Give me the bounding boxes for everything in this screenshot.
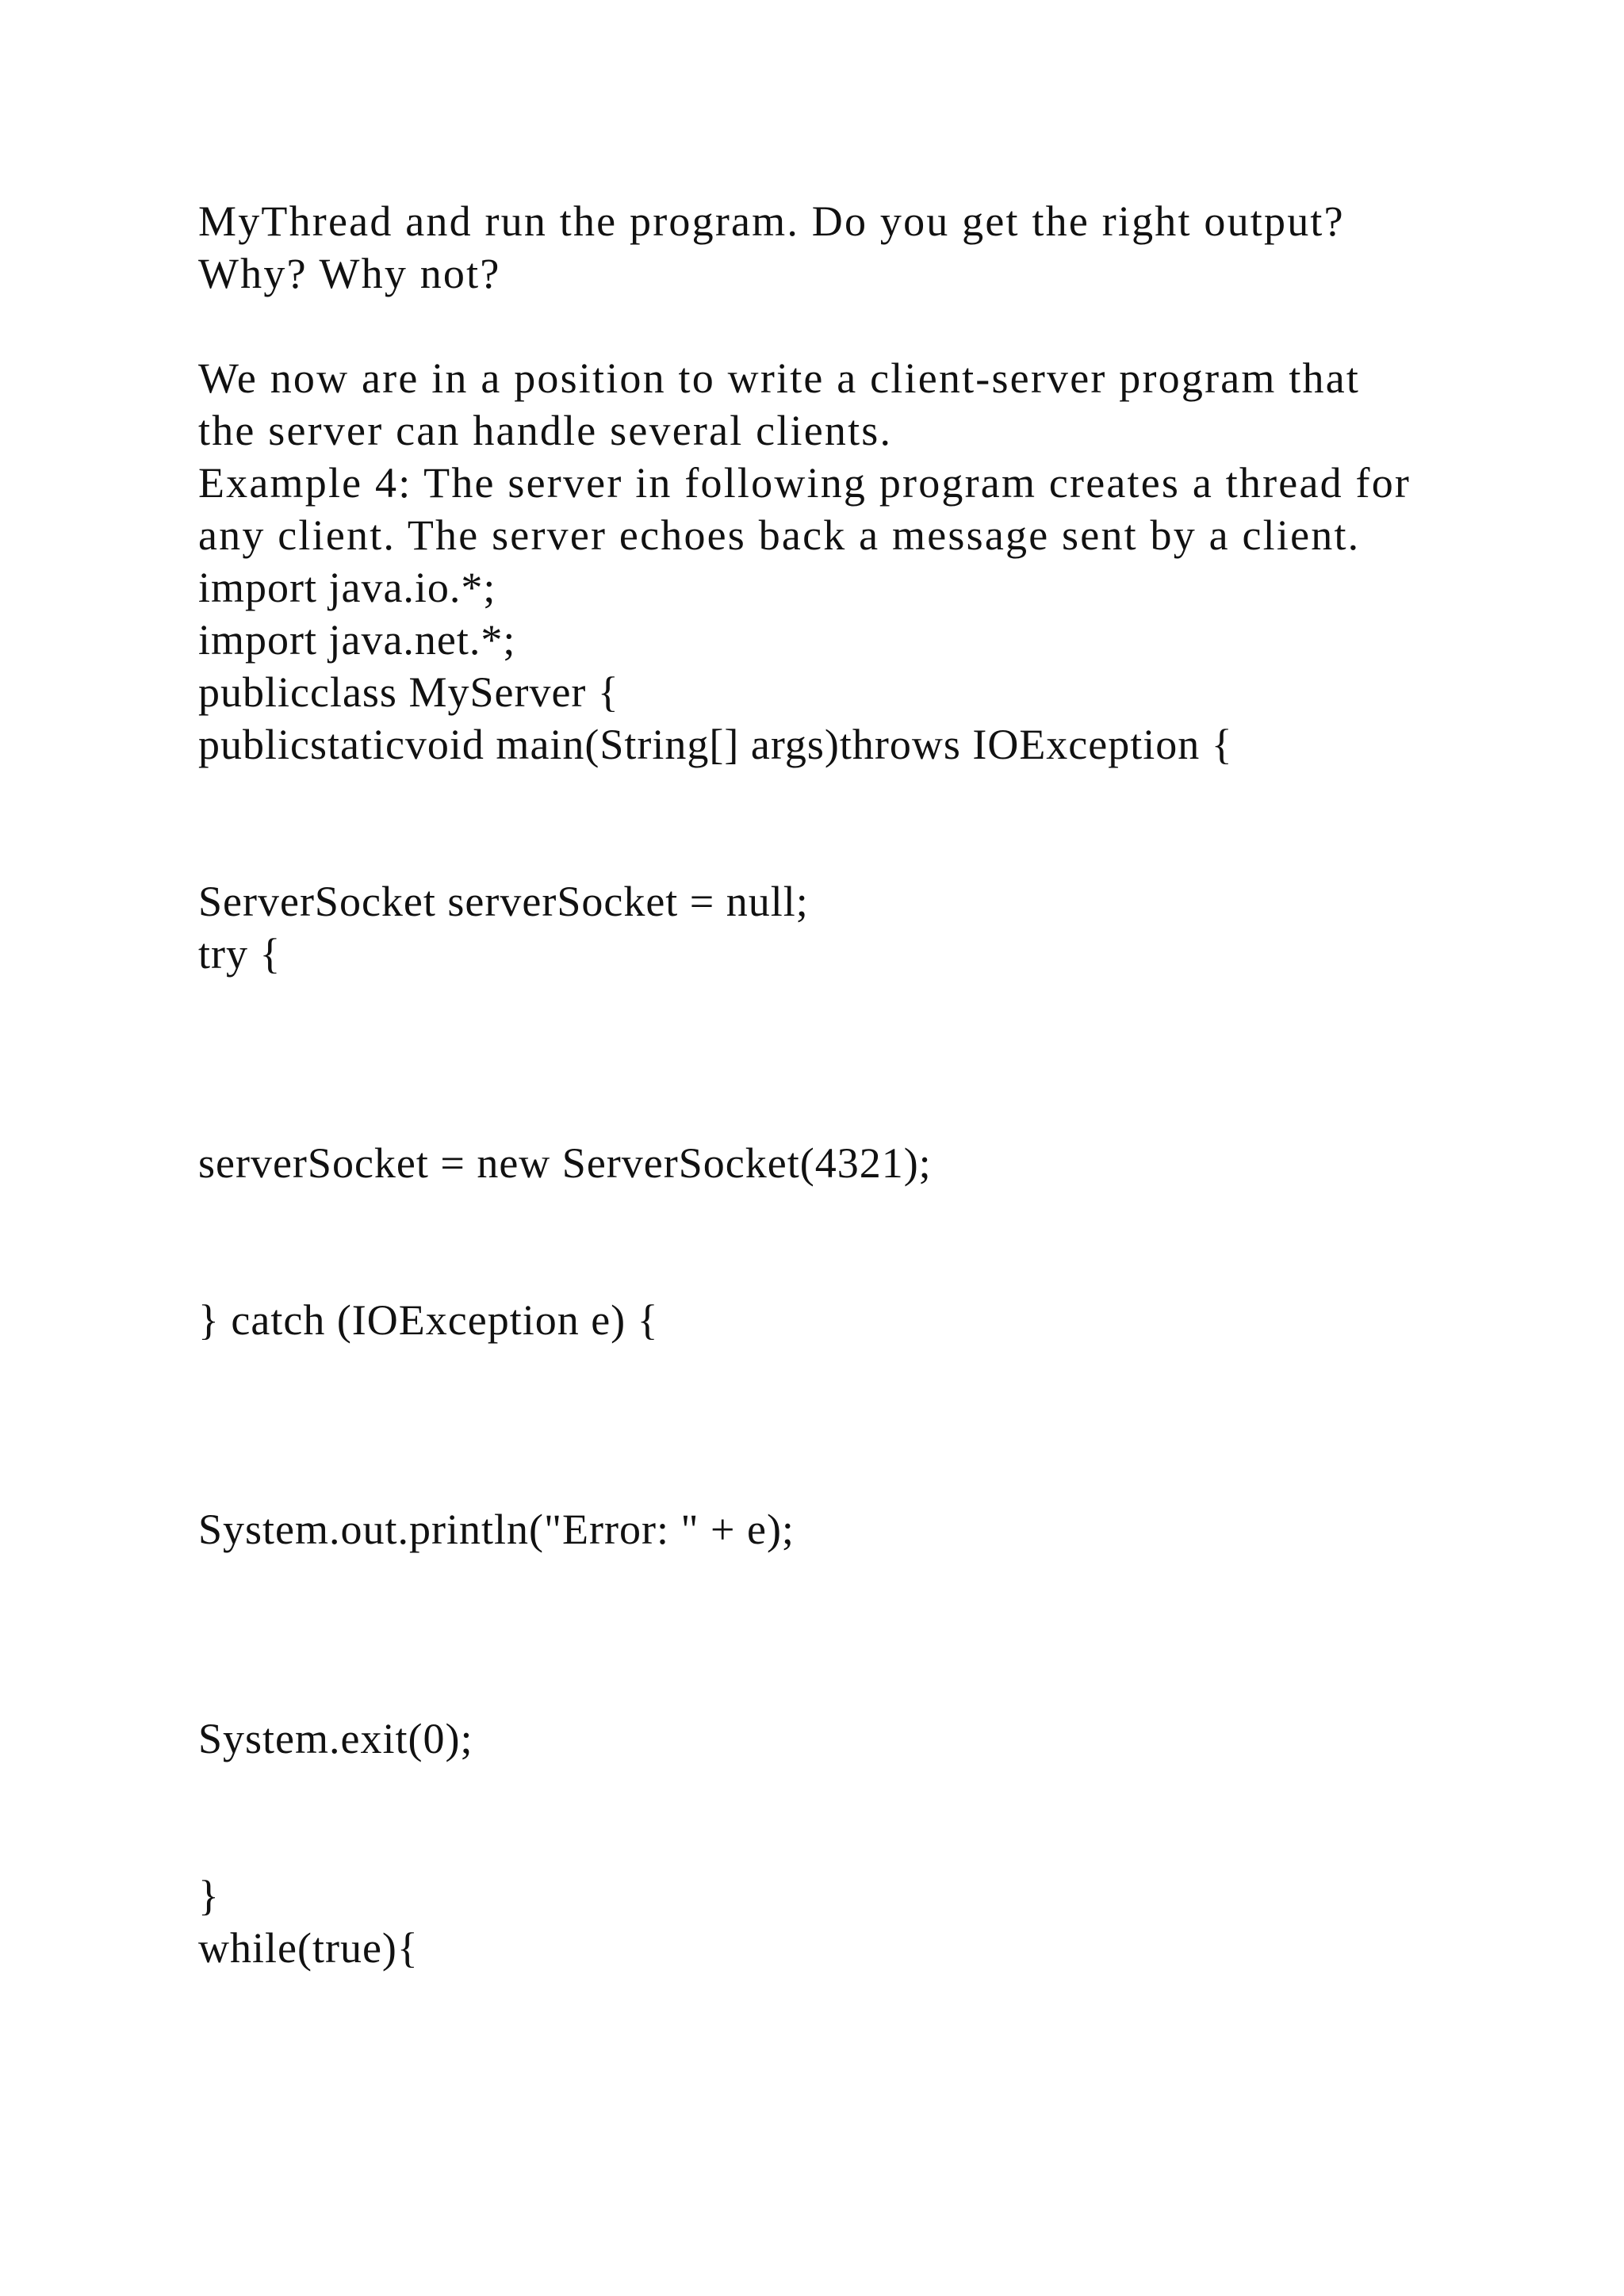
- paragraph-2-line-1: We now are in a position to write a client-server program that: [198, 354, 1361, 402]
- example-4-line-1: Example 4: The server in following program creates a thread for: [198, 459, 1411, 507]
- code-class-declaration: publicclass MyServer {: [198, 668, 619, 716]
- code-exit-call: System.exit(0);: [198, 1715, 473, 1762]
- code-print-error: System.out.println("Error: " + e);: [198, 1506, 795, 1553]
- code-catch-close: }: [198, 1872, 220, 1919]
- example-4-line-2: any client. The server echoes back a message sent by a client.: [198, 511, 1361, 559]
- code-while-open: while(true){: [198, 1924, 419, 1972]
- paragraph-2-line-2: the server can handle several clients.: [198, 407, 893, 454]
- code-server-socket-new: serverSocket = new ServerSocket(4321);: [198, 1139, 932, 1187]
- code-main-declaration: publicstaticvoid main(String[] args)throws IOException {: [198, 721, 1233, 768]
- code-try-open: try {: [198, 930, 282, 978]
- paragraph-1-line-2: Why? Why not?: [198, 250, 501, 297]
- code-import-net: import java.net.*;: [198, 616, 516, 664]
- paragraph-1-line-1: MyThread and run the program. Do you get the right output?: [198, 197, 1345, 245]
- code-import-io: import java.io.*;: [198, 564, 496, 611]
- code-catch-open: } catch (IOException e) {: [198, 1296, 659, 1344]
- code-server-socket-declaration: ServerSocket serverSocket = null;: [198, 878, 809, 925]
